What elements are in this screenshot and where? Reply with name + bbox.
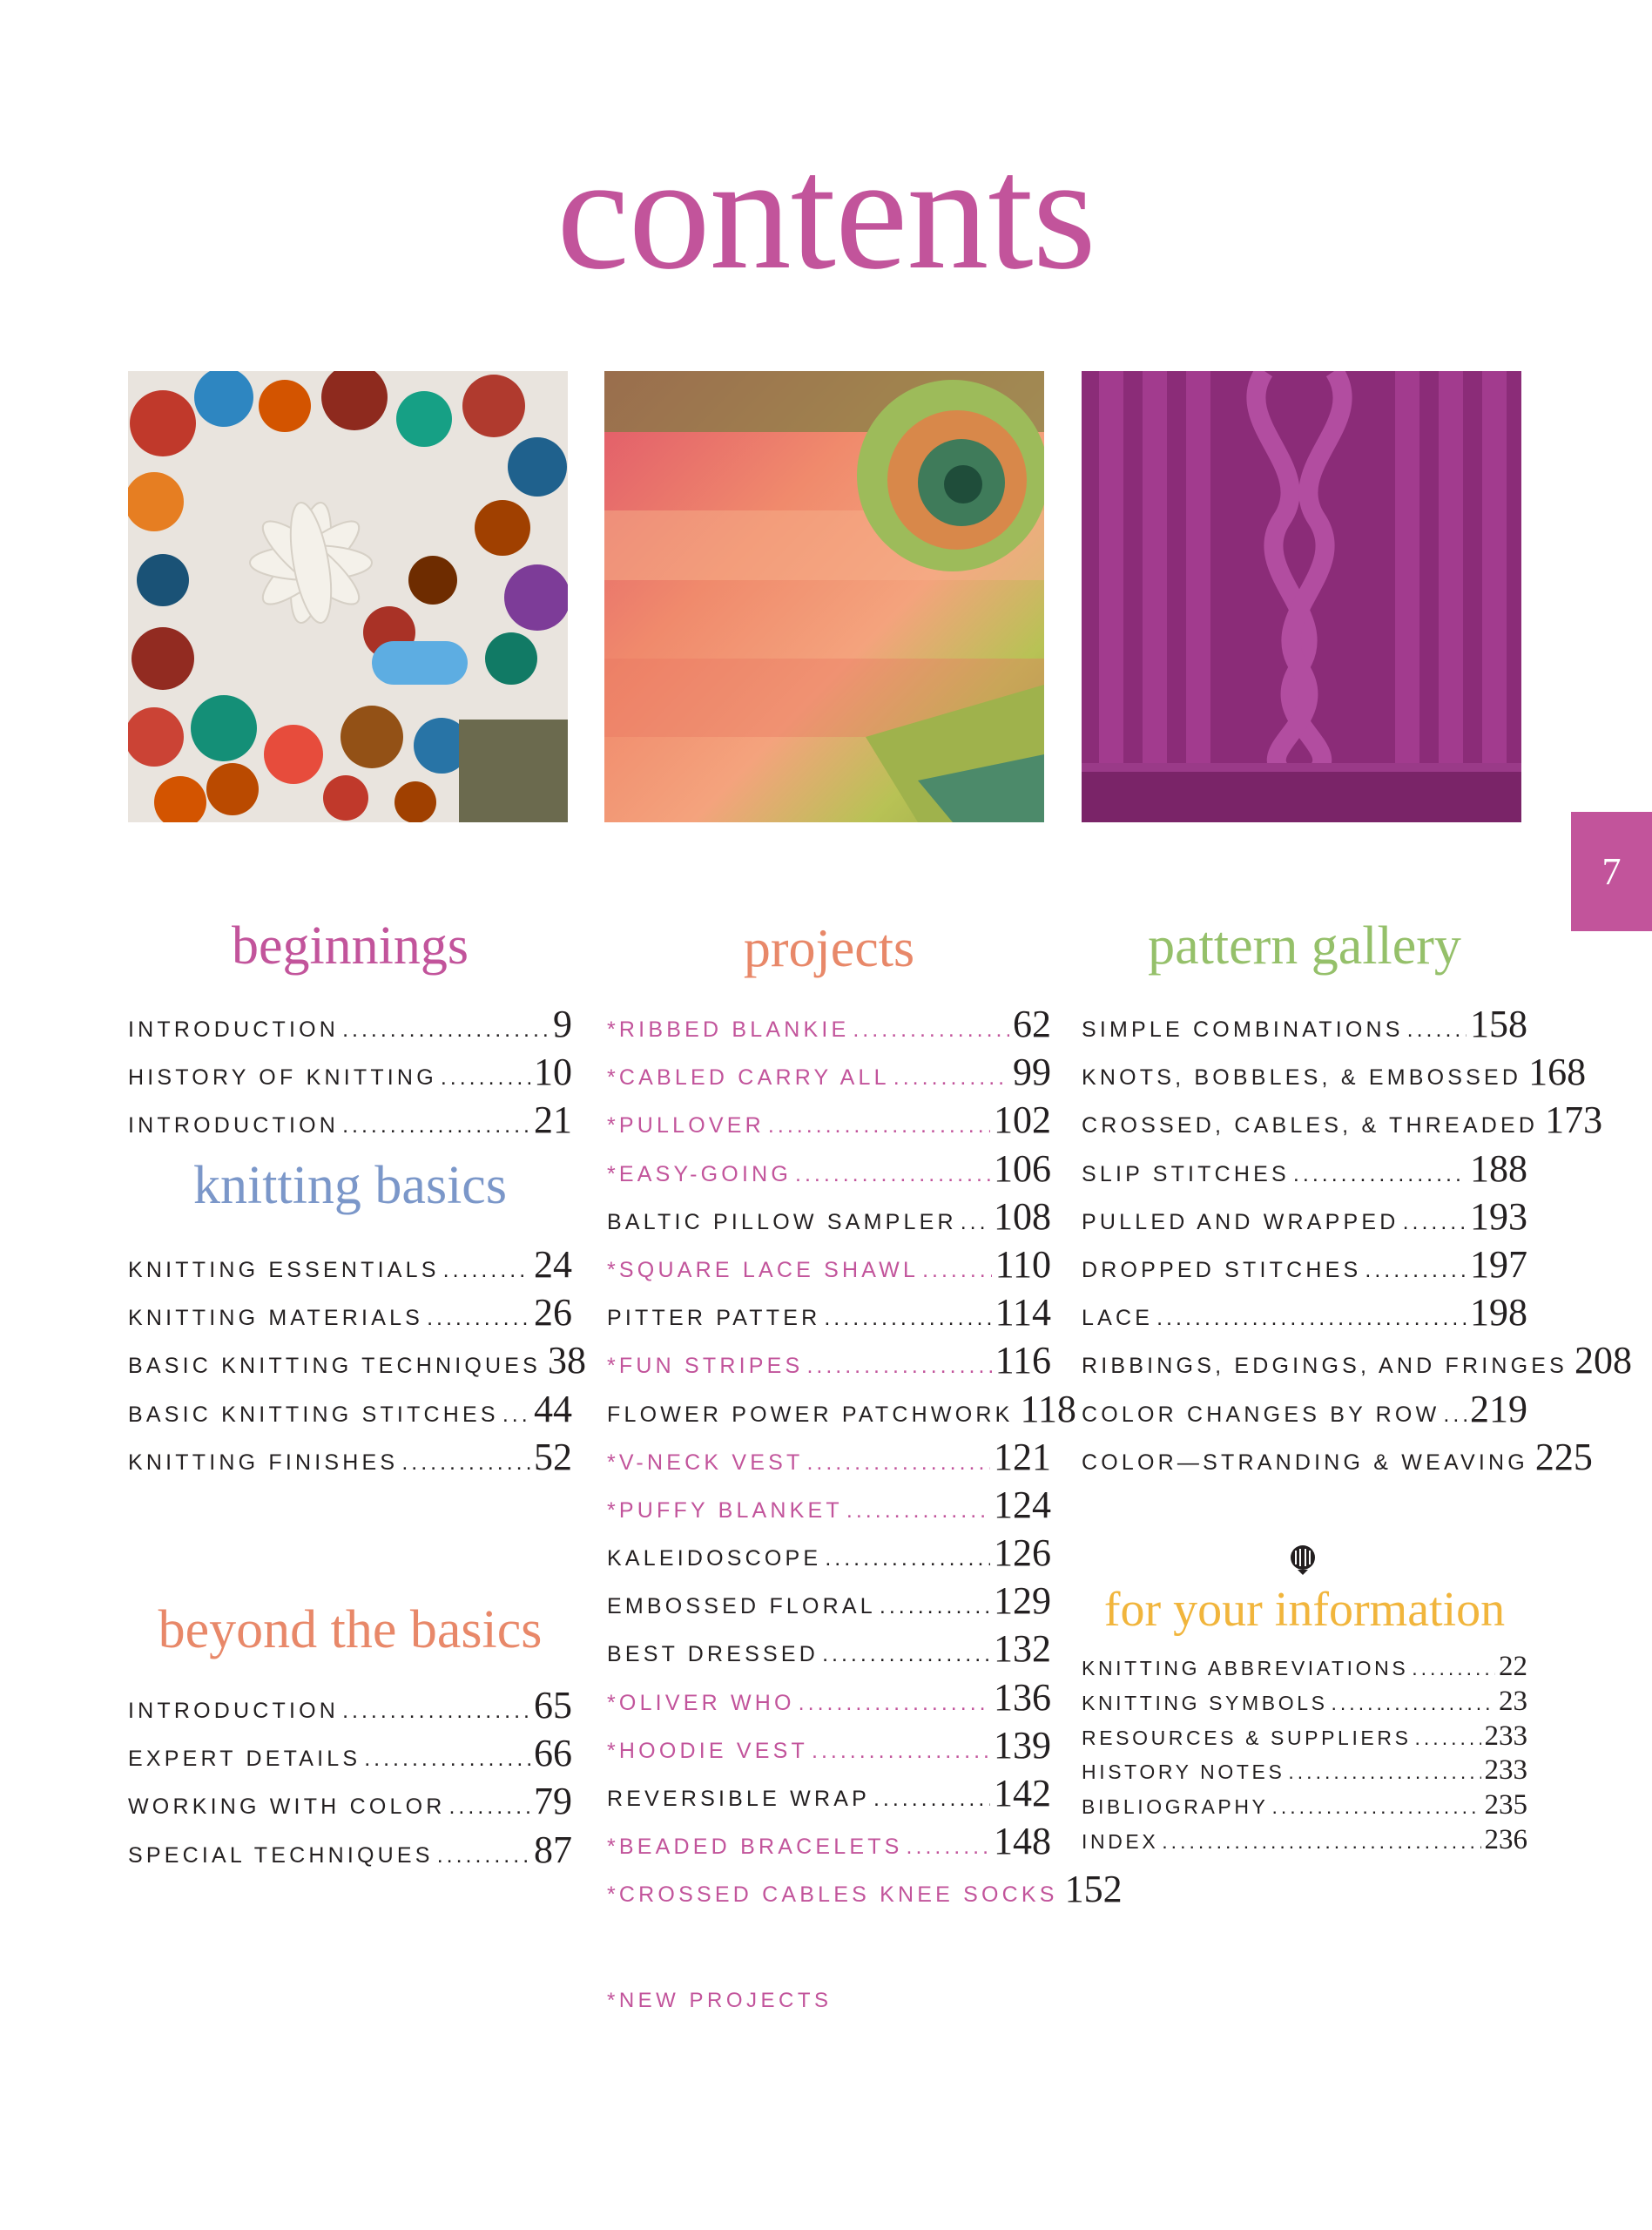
dot-leader bbox=[1162, 1830, 1480, 1854]
dot-leader bbox=[1271, 1795, 1480, 1819]
dot-leader bbox=[873, 1787, 990, 1812]
toc-entry bbox=[1082, 1290, 1527, 1338]
dot-leader bbox=[1365, 1258, 1467, 1283]
toc-entry bbox=[607, 1290, 1051, 1338]
dot-leader bbox=[806, 1450, 990, 1476]
toc-entry-page-number: 106 bbox=[994, 1146, 1051, 1190]
for-your-information-list bbox=[1082, 1651, 1527, 1859]
toc-entry bbox=[128, 1002, 572, 1050]
dot-leader bbox=[880, 1594, 990, 1619]
toc-entry-title: SPECIAL TECHNIQUES bbox=[128, 1842, 434, 1868]
toc-entry-page-number: 10 bbox=[534, 1051, 572, 1094]
toc-entry-title: RESOURCES & SUPPLIERS bbox=[1082, 1726, 1412, 1749]
toc-entry-title: FLOWER POWER PATCHWORK bbox=[607, 1402, 1014, 1427]
dot-leader bbox=[401, 1450, 530, 1476]
toc-entry-title: DROPPED STITCHES bbox=[1082, 1257, 1362, 1282]
dot-leader bbox=[1407, 1017, 1467, 1043]
toc-entry-page-number: 24 bbox=[534, 1243, 572, 1286]
toc-entry bbox=[607, 1771, 1051, 1819]
toc-entry bbox=[1082, 1050, 1587, 1098]
dot-leader bbox=[795, 1162, 990, 1187]
section-heading-beginnings: beginnings bbox=[231, 916, 469, 976]
toc-entry bbox=[128, 1435, 572, 1483]
toc-entry-page-number: 233 bbox=[1484, 1720, 1527, 1752]
toc-entry-page-number: 121 bbox=[994, 1435, 1051, 1478]
toc-entry bbox=[1082, 1098, 1603, 1145]
toc-entry-page-number: 235 bbox=[1484, 1789, 1527, 1821]
knitting-basics-list bbox=[128, 1242, 587, 1483]
toc-entry bbox=[1082, 1242, 1527, 1290]
dot-leader bbox=[822, 1642, 990, 1667]
toc-entry bbox=[128, 1290, 572, 1338]
toc-entry-title: KNITTING ESSENTIALS bbox=[128, 1258, 440, 1282]
dot-leader bbox=[812, 1739, 990, 1764]
section-heading-pattern-gallery: pattern gallery bbox=[1148, 916, 1461, 976]
page-number-tab: 7 bbox=[1571, 812, 1652, 931]
toc-entry-page-number: 233 bbox=[1484, 1754, 1527, 1787]
toc-entry-page-number: 44 bbox=[534, 1387, 572, 1430]
toc-entry bbox=[607, 1867, 1123, 1915]
toc-entry bbox=[1082, 1387, 1527, 1435]
toc-entry-title: HISTORY OF KNITTING bbox=[128, 1065, 437, 1091]
toc-entry-title: SIMPLE COMBINATIONS bbox=[1082, 1017, 1404, 1042]
dot-leader bbox=[441, 1065, 530, 1091]
toc-entry-page-number: 21 bbox=[534, 1098, 572, 1142]
toc-entry-page-number: 132 bbox=[994, 1627, 1051, 1671]
toc-entry bbox=[607, 1050, 1051, 1098]
toc-entry bbox=[607, 1578, 1051, 1626]
section-heading-knitting-basics: knitting basics bbox=[193, 1156, 507, 1215]
toc-entry-title: BEST DRESSED bbox=[607, 1642, 819, 1667]
toc-entry-page-number: 22 bbox=[1499, 1651, 1527, 1682]
toc-entry-page-number: 168 bbox=[1528, 1051, 1587, 1094]
toc-entry-page-number: 236 bbox=[1484, 1823, 1527, 1855]
toc-entry-page-number: 126 bbox=[994, 1531, 1051, 1575]
toc-entry-page-number: 158 bbox=[1470, 1003, 1527, 1045]
toc-entry-title: INTRODUCTION bbox=[128, 1699, 340, 1723]
section-heading-beyond-the-basics: beyond the basics bbox=[158, 1600, 543, 1659]
toc-entry-page-number: 142 bbox=[994, 1772, 1051, 1814]
toc-entry-page-number: 219 bbox=[1470, 1387, 1527, 1430]
beginnings-list bbox=[128, 1002, 572, 1146]
toc-entry-title: COLOR—STRANDING & WEAVING bbox=[1082, 1450, 1528, 1475]
toc-entry-page-number: 197 bbox=[1470, 1242, 1527, 1286]
toc-entry-title: *CROSSED CABLES KNEE SOCKS bbox=[607, 1882, 1058, 1908]
toc-entry bbox=[1082, 1651, 1527, 1686]
toc-entry-page-number: 79 bbox=[534, 1780, 572, 1823]
section-heading-projects: projects bbox=[743, 919, 915, 978]
toc-entry bbox=[1082, 1754, 1527, 1789]
toc-entry-title: INDEX bbox=[1082, 1829, 1159, 1853]
toc-entry-title: RIBBINGS, EDGINGS, AND FRINGES bbox=[1082, 1354, 1568, 1379]
toc-entry-title: KNITTING ABBREVIATIONS bbox=[1082, 1657, 1409, 1679]
toc-entry bbox=[1082, 1146, 1527, 1194]
toc-entry-title: KALEIDOSCOPE bbox=[607, 1546, 822, 1571]
dot-leader bbox=[342, 1017, 550, 1043]
toc-entry bbox=[607, 1675, 1051, 1723]
dot-leader bbox=[893, 1065, 1009, 1091]
toc-entry-page-number: 114 bbox=[995, 1291, 1051, 1335]
dot-leader bbox=[1443, 1402, 1467, 1428]
dot-leader bbox=[502, 1402, 530, 1428]
toc-entry bbox=[1082, 1789, 1527, 1824]
toc-entry bbox=[607, 1338, 1051, 1386]
dot-leader bbox=[1412, 1657, 1495, 1680]
toc-entry bbox=[128, 1731, 572, 1779]
toc-entry-title: SLIP STITCHES bbox=[1082, 1161, 1290, 1186]
toc-entry-title: BASIC KNITTING STITCHES bbox=[128, 1402, 499, 1427]
dot-leader bbox=[907, 1835, 990, 1860]
beaded-bracelet-photo bbox=[128, 371, 568, 822]
toc-entry-page-number: 139 bbox=[994, 1723, 1051, 1767]
toc-entry-page-number: 62 bbox=[1013, 1003, 1051, 1045]
toc-entry-title: *EASY-GOING bbox=[607, 1161, 792, 1186]
toc-entry-page-number: 118 bbox=[1020, 1387, 1076, 1430]
toc-entry bbox=[128, 1098, 572, 1145]
toc-entry-title: *PUFFY BLANKET bbox=[607, 1497, 843, 1523]
toc-entry-page-number: 148 bbox=[994, 1820, 1051, 1863]
toc-entry-page-number: 116 bbox=[995, 1339, 1051, 1382]
dot-leader bbox=[961, 1210, 990, 1235]
dot-leader bbox=[846, 1498, 990, 1524]
dot-leader bbox=[342, 1113, 530, 1139]
toc-entry-title: *FUN STRIPES bbox=[607, 1354, 804, 1379]
toc-entry-page-number: 193 bbox=[1470, 1194, 1527, 1238]
toc-entry-page-number: 26 bbox=[534, 1291, 572, 1335]
toc-entry-title: PITTER PATTER bbox=[607, 1306, 821, 1331]
toc-entry bbox=[607, 1242, 1051, 1290]
toc-entry bbox=[128, 1050, 572, 1098]
toc-entry bbox=[607, 1819, 1051, 1867]
striped-yarn-blanket-photo bbox=[604, 371, 1044, 822]
toc-entry bbox=[1082, 1194, 1527, 1242]
dot-leader bbox=[824, 1306, 991, 1331]
toc-entry-page-number: 129 bbox=[994, 1579, 1051, 1623]
toc-entry-page-number: 52 bbox=[534, 1435, 572, 1478]
toc-entry-page-number: 102 bbox=[994, 1098, 1051, 1142]
toc-entry bbox=[607, 1723, 1051, 1771]
toc-entry-title: KNITTING FINISHES bbox=[128, 1450, 399, 1475]
toc-entry-title: BALTIC PILLOW SAMPLER bbox=[607, 1209, 957, 1234]
toc-entry-page-number: 208 bbox=[1574, 1339, 1633, 1382]
toc-entry bbox=[1082, 1338, 1633, 1386]
toc-entry-title: *BEADED BRACELETS bbox=[607, 1835, 903, 1860]
toc-entry-title: *PULLOVER bbox=[607, 1113, 765, 1139]
toc-entry bbox=[607, 1002, 1051, 1050]
toc-entry-page-number: 108 bbox=[994, 1194, 1051, 1238]
dot-leader bbox=[768, 1113, 990, 1139]
dot-leader bbox=[853, 1017, 1009, 1043]
toc-entry bbox=[607, 1531, 1051, 1578]
toc-entry-title: WORKING WITH COLOR bbox=[128, 1794, 446, 1820]
toc-entry-page-number: 188 bbox=[1470, 1146, 1527, 1190]
toc-entry bbox=[607, 1098, 1051, 1145]
dot-leader bbox=[1288, 1760, 1480, 1784]
toc-entry-page-number: 198 bbox=[1470, 1291, 1527, 1335]
toc-entry bbox=[1082, 1002, 1527, 1050]
toc-entry bbox=[607, 1387, 1076, 1435]
toc-entry-page-number: 87 bbox=[534, 1828, 572, 1871]
dot-leader bbox=[448, 1794, 530, 1820]
toc-entry-title: *RIBBED BLANKIE bbox=[607, 1017, 850, 1042]
toc-entry bbox=[607, 1483, 1051, 1531]
dot-leader bbox=[825, 1546, 990, 1571]
toc-entry bbox=[607, 1435, 1051, 1483]
dot-leader bbox=[443, 1258, 530, 1283]
toc-entry-page-number: 38 bbox=[548, 1339, 587, 1382]
thistle-emblem-icon bbox=[1285, 1542, 1320, 1577]
dot-leader bbox=[1415, 1727, 1481, 1750]
new-projects-footnote: *NEW PROJECTS bbox=[607, 1989, 833, 2012]
toc-entry-title: HISTORY NOTES bbox=[1082, 1760, 1285, 1784]
toc-entry-page-number: 99 bbox=[1013, 1051, 1051, 1094]
dot-leader bbox=[1156, 1306, 1467, 1331]
toc-entry-title: CROSSED, CABLES, & THREADED bbox=[1082, 1113, 1539, 1139]
toc-entry-page-number: 110 bbox=[995, 1242, 1051, 1286]
toc-entry-page-number: 23 bbox=[1499, 1685, 1527, 1717]
toc-entry bbox=[128, 1242, 572, 1290]
toc-entry bbox=[1082, 1435, 1593, 1483]
toc-entry-title: REVERSIBLE WRAP bbox=[607, 1787, 870, 1811]
toc-entry-title: *CABLED CARRY ALL bbox=[607, 1065, 890, 1091]
toc-entry-title: LACE bbox=[1082, 1306, 1154, 1331]
toc-entry-page-number: 136 bbox=[994, 1675, 1051, 1719]
toc-entry-page-number: 225 bbox=[1534, 1435, 1593, 1478]
toc-entry bbox=[607, 1194, 1051, 1242]
toc-entry-title: *V-NECK VEST bbox=[607, 1450, 804, 1475]
toc-entry-title: *HOODIE VEST bbox=[607, 1738, 808, 1763]
dot-leader bbox=[364, 1747, 530, 1772]
toc-entry bbox=[607, 1146, 1051, 1194]
toc-entry-page-number: 65 bbox=[534, 1684, 572, 1727]
pattern-gallery-list bbox=[1082, 1002, 1633, 1483]
toc-entry bbox=[128, 1387, 572, 1435]
toc-entry-title: INTRODUCTION bbox=[128, 1017, 340, 1042]
toc-entry-title: KNITTING SYMBOLS bbox=[1082, 1691, 1328, 1714]
toc-entry bbox=[128, 1683, 572, 1731]
toc-entry-title: BIBLIOGRAPHY bbox=[1082, 1795, 1269, 1819]
toc-entry-title: PULLED AND WRAPPED bbox=[1082, 1209, 1399, 1234]
toc-entry-title: EXPERT DETAILS bbox=[128, 1747, 361, 1772]
dot-leader bbox=[806, 1354, 991, 1379]
dot-leader bbox=[799, 1691, 990, 1716]
toc-entry-title: INTRODUCTION bbox=[128, 1113, 340, 1139]
toc-entry-title: KNITTING MATERIALS bbox=[128, 1306, 424, 1331]
toc-entry bbox=[1082, 1686, 1527, 1720]
toc-entry-page-number: 152 bbox=[1064, 1868, 1123, 1911]
toc-entry-page-number: 9 bbox=[553, 1003, 572, 1045]
toc-entry-title: BASIC KNITTING TECHNIQUES bbox=[128, 1354, 542, 1379]
toc-entry bbox=[607, 1626, 1051, 1674]
toc-entry-title: KNOTS, BOBBLES, & EMBOSSED bbox=[1082, 1065, 1522, 1091]
toc-entry bbox=[128, 1779, 572, 1827]
toc-entry-page-number: 66 bbox=[534, 1732, 572, 1775]
dot-leader bbox=[1403, 1210, 1467, 1235]
dot-leader bbox=[1293, 1162, 1467, 1187]
dot-leader bbox=[1332, 1692, 1495, 1715]
purple-cable-knit-photo bbox=[1082, 371, 1521, 822]
dot-leader bbox=[342, 1699, 530, 1724]
toc-entry-title: *OLIVER WHO bbox=[607, 1690, 795, 1715]
toc-entry-title: COLOR CHANGES BY ROW bbox=[1082, 1402, 1440, 1427]
beyond-the-basics-list bbox=[128, 1683, 572, 1875]
page-title: contents bbox=[556, 121, 1096, 303]
toc-entry-title: EMBOSSED FLORAL bbox=[607, 1594, 876, 1619]
toc-entry-title: *SQUARE LACE SHAWL bbox=[607, 1257, 920, 1282]
toc-entry-page-number: 173 bbox=[1545, 1098, 1603, 1142]
toc-entry-page-number: 124 bbox=[994, 1483, 1051, 1526]
toc-entry bbox=[128, 1828, 572, 1875]
section-heading-for-your-information: for your information bbox=[1103, 1583, 1506, 1637]
toc-entry bbox=[1082, 1720, 1527, 1755]
dot-leader bbox=[437, 1843, 530, 1868]
dot-leader bbox=[427, 1306, 530, 1331]
toc-entry bbox=[128, 1338, 587, 1386]
dot-leader bbox=[922, 1258, 992, 1283]
toc-entry bbox=[1082, 1824, 1527, 1859]
